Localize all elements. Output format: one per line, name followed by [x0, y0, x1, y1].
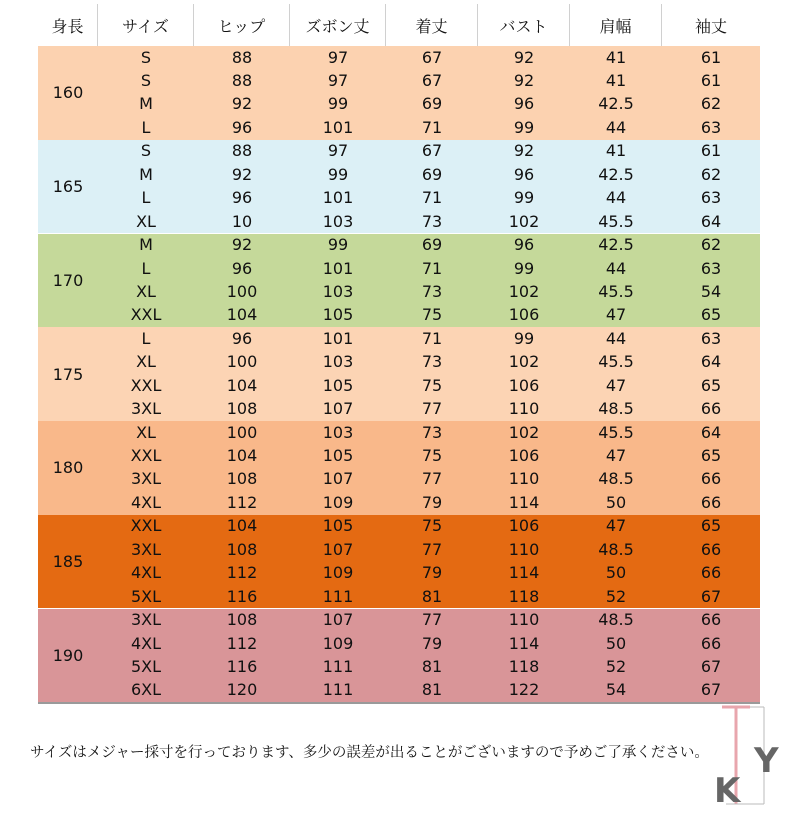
table-cell: 42.5 — [598, 94, 634, 114]
table-cell: 66 — [700, 563, 722, 583]
table-cell: 63 — [700, 117, 722, 137]
table-cell: 116 — [226, 586, 258, 606]
table-cell: 48.5 — [598, 539, 634, 559]
table-cell: 4XL — [130, 492, 162, 512]
height-group — [38, 609, 760, 703]
table-cell: 92 — [513, 71, 535, 91]
table-cell: XL — [136, 352, 156, 372]
table-cell: 5XL — [130, 586, 162, 606]
table-cell: 65 — [700, 375, 722, 395]
table-cell: 48.5 — [598, 469, 634, 489]
table-cell: 61 — [700, 141, 722, 161]
table-cell: 92 — [231, 235, 253, 255]
table-cell: 108 — [226, 469, 258, 489]
table-cell: 69 — [421, 94, 443, 114]
header-cell: 身長 — [38, 4, 98, 46]
table-cell: 62 — [700, 164, 722, 184]
table-cell: 67 — [700, 586, 722, 606]
table-cell: 3XL — [130, 469, 162, 489]
table-cell: 88 — [231, 141, 253, 161]
height-cell: 170 — [52, 270, 84, 290]
table-cell: XXL — [130, 375, 162, 395]
table-row — [98, 609, 760, 632]
table-cell: 122 — [508, 680, 540, 700]
table-cell: M — [139, 94, 153, 114]
table-cell: 110 — [508, 469, 540, 489]
table-row — [98, 585, 760, 608]
header-cell: 肩幅 — [570, 4, 662, 46]
table-row — [98, 491, 760, 514]
table-cell: 104 — [226, 516, 258, 536]
header-cell: ヒップ — [194, 4, 290, 46]
table-cell: 71 — [421, 188, 443, 208]
table-cell: 73 — [421, 211, 443, 231]
table-cell: 71 — [421, 328, 443, 348]
height-cell: 175 — [52, 364, 84, 384]
table-cell: 4XL — [130, 563, 162, 583]
table-cell: 65 — [700, 305, 722, 325]
table-cell: 52 — [605, 656, 627, 676]
table-cell: 63 — [700, 188, 722, 208]
height-group — [38, 515, 760, 609]
table-cell: 62 — [700, 235, 722, 255]
table-cell: 64 — [700, 211, 722, 231]
table-cell: 101 — [322, 258, 354, 278]
table-cell: 96 — [513, 164, 535, 184]
table-cell: 97 — [327, 71, 349, 91]
table-cell: 52 — [605, 586, 627, 606]
table-cell: 50 — [605, 492, 627, 512]
table-cell: 66 — [700, 469, 722, 489]
table-cell: 99 — [513, 328, 535, 348]
table-cell: 62 — [700, 94, 722, 114]
table-cell: 114 — [508, 633, 540, 653]
table-cell: 54 — [605, 680, 627, 700]
table-cell: 63 — [700, 258, 722, 278]
table-cell: 54 — [700, 281, 722, 301]
table-cell: 108 — [226, 539, 258, 559]
table-cell: 112 — [226, 563, 258, 583]
table-cell: 75 — [421, 446, 443, 466]
table-cell: 48.5 — [598, 610, 634, 630]
table-bottom-border — [38, 702, 760, 704]
table-cell: 114 — [508, 563, 540, 583]
table-cell: 65 — [700, 446, 722, 466]
table-cell: 81 — [421, 680, 443, 700]
table-cell: 45.5 — [598, 422, 634, 442]
table-cell: 102 — [508, 211, 540, 231]
table-cell: 112 — [226, 492, 258, 512]
table-cell: 6XL — [130, 680, 162, 700]
table-cell: 118 — [508, 586, 540, 606]
table-cell: L — [141, 117, 151, 137]
table-cell: L — [141, 258, 151, 278]
table-row — [98, 421, 760, 444]
table-cell: 96 — [231, 328, 253, 348]
table-cell: XXL — [130, 305, 162, 325]
table-cell: 110 — [508, 610, 540, 630]
table-cell: 44 — [605, 328, 627, 348]
table-cell: 97 — [327, 47, 349, 67]
table-cell: 114 — [508, 492, 540, 512]
table-cell: 112 — [226, 633, 258, 653]
table-row — [98, 351, 760, 374]
table-cell: 100 — [226, 422, 258, 442]
table-cell: 47 — [605, 375, 627, 395]
table-row — [98, 374, 760, 397]
table-cell: 79 — [421, 563, 443, 583]
table-cell: 108 — [226, 399, 258, 419]
table-cell: 81 — [421, 656, 443, 676]
table-header — [38, 4, 760, 46]
table-cell: XL — [136, 422, 156, 442]
table-cell: 64 — [700, 352, 722, 372]
table-cell: 101 — [322, 188, 354, 208]
table-cell: 10 — [231, 211, 253, 231]
table-cell: 105 — [322, 375, 354, 395]
table-cell: S — [140, 47, 152, 67]
table-cell: 99 — [513, 188, 535, 208]
table-cell: 103 — [322, 352, 354, 372]
height-cell: 165 — [52, 177, 84, 197]
table-cell: 67 — [421, 71, 443, 91]
table-cell: 103 — [322, 281, 354, 301]
table-body — [38, 46, 760, 702]
table-cell: 96 — [513, 235, 535, 255]
table-cell: 47 — [605, 305, 627, 325]
table-cell: L — [141, 328, 151, 348]
table-row — [98, 280, 760, 303]
table-cell: 44 — [605, 258, 627, 278]
table-cell: 71 — [421, 258, 443, 278]
table-cell: 106 — [508, 305, 540, 325]
table-cell: 44 — [605, 117, 627, 137]
table-row — [98, 655, 760, 678]
table-cell: 66 — [700, 539, 722, 559]
table-cell: 61 — [700, 71, 722, 91]
table-row — [98, 468, 760, 491]
table-row — [98, 304, 760, 327]
table-cell: 99 — [327, 94, 349, 114]
logo-mark — [712, 704, 790, 808]
table-cell: 41 — [605, 47, 627, 67]
table-cell: 64 — [700, 422, 722, 442]
table-cell: 47 — [605, 446, 627, 466]
table-row — [98, 116, 760, 139]
table-cell: 106 — [508, 446, 540, 466]
table-row — [98, 46, 760, 69]
table-cell: 96 — [231, 188, 253, 208]
table-row — [98, 69, 760, 92]
table-cell: 88 — [231, 71, 253, 91]
table-cell: 118 — [508, 656, 540, 676]
table-cell: 4XL — [130, 633, 162, 653]
table-cell: XXL — [130, 446, 162, 466]
table-cell: 120 — [226, 680, 258, 700]
table-cell: 77 — [421, 610, 443, 630]
table-cell: 92 — [231, 94, 253, 114]
table-cell: S — [140, 141, 152, 161]
table-cell: 107 — [322, 610, 354, 630]
header-cell: 着丈 — [386, 4, 478, 46]
table-cell: 77 — [421, 539, 443, 559]
table-cell: 96 — [231, 117, 253, 137]
table-cell: 79 — [421, 492, 443, 512]
table-cell: 111 — [322, 680, 354, 700]
table-cell: 77 — [421, 469, 443, 489]
table-cell: 79 — [421, 633, 443, 653]
header-cell: バスト — [478, 4, 570, 46]
table-cell: 66 — [700, 399, 722, 419]
table-cell: 99 — [327, 164, 349, 184]
table-cell: M — [139, 164, 153, 184]
table-cell: 101 — [322, 117, 354, 137]
table-cell: 97 — [327, 141, 349, 161]
height-group — [38, 140, 760, 234]
table-cell: 67 — [700, 656, 722, 676]
measurement-note: サイズはメジャー採寸を行っております、多少の誤差が出ることがございますので予めご了承ください。 — [30, 745, 709, 761]
table-cell: 66 — [700, 633, 722, 653]
table-cell: 104 — [226, 446, 258, 466]
table-cell: 107 — [322, 539, 354, 559]
table-cell: 107 — [322, 469, 354, 489]
table-cell: 102 — [508, 281, 540, 301]
table-cell: 48.5 — [598, 399, 634, 419]
size-chart-table — [38, 4, 760, 704]
svg-text:K: K — [714, 771, 741, 808]
table-cell: 111 — [322, 586, 354, 606]
table-row — [98, 327, 760, 350]
ky-logo — [712, 704, 790, 808]
table-row — [98, 397, 760, 420]
table-cell: 88 — [231, 47, 253, 67]
table-row — [98, 234, 760, 257]
table-cell: 67 — [700, 680, 722, 700]
table-cell: 103 — [322, 211, 354, 231]
table-cell: 100 — [226, 352, 258, 372]
table-cell: 96 — [513, 94, 535, 114]
table-cell: 71 — [421, 117, 443, 137]
table-cell: 96 — [231, 258, 253, 278]
header-cell: 袖丈 — [694, 16, 727, 36]
table-cell: 110 — [508, 539, 540, 559]
table-cell: S — [140, 71, 152, 91]
header-cell: サイズ — [98, 4, 194, 46]
table-cell: 73 — [421, 281, 443, 301]
table-cell: 106 — [508, 375, 540, 395]
table-cell: 66 — [700, 610, 722, 630]
table-cell: XL — [136, 281, 156, 301]
table-cell: 42.5 — [598, 235, 634, 255]
table-cell: 92 — [513, 141, 535, 161]
table-cell: 109 — [322, 633, 354, 653]
table-cell: 107 — [322, 399, 354, 419]
table-cell: 75 — [421, 305, 443, 325]
table-cell: 73 — [421, 352, 443, 372]
table-cell: 5XL — [130, 656, 162, 676]
height-cell: 185 — [52, 552, 84, 572]
table-cell: 47 — [605, 516, 627, 536]
table-cell: 3XL — [130, 610, 162, 630]
table-cell: 45.5 — [598, 211, 634, 231]
table-cell: 63 — [700, 328, 722, 348]
table-cell: 69 — [421, 235, 443, 255]
height-cell: 180 — [52, 458, 84, 478]
table-cell: 102 — [508, 352, 540, 372]
height-group — [38, 46, 760, 140]
table-row — [98, 515, 760, 538]
table-cell: 41 — [605, 141, 627, 161]
table-cell: 103 — [322, 422, 354, 442]
table-cell: 41 — [605, 71, 627, 91]
table-row — [98, 562, 760, 585]
table-cell: 104 — [226, 305, 258, 325]
table-cell: 69 — [421, 164, 443, 184]
table-cell: 108 — [226, 610, 258, 630]
table-cell: 110 — [508, 399, 540, 419]
table-row — [98, 140, 760, 163]
table-row — [98, 538, 760, 561]
table-cell: 45.5 — [598, 352, 634, 372]
table-cell: 3XL — [130, 539, 162, 559]
table-cell: 3XL — [130, 399, 162, 419]
table-cell: 75 — [421, 375, 443, 395]
table-cell: 61 — [700, 47, 722, 67]
table-cell: 75 — [421, 516, 443, 536]
table-cell: 99 — [327, 235, 349, 255]
height-group — [38, 234, 760, 328]
table-cell: L — [141, 188, 151, 208]
table-cell: 106 — [508, 516, 540, 536]
table-cell: XL — [136, 211, 156, 231]
table-cell: 99 — [513, 117, 535, 137]
table-cell: 99 — [513, 258, 535, 278]
table-cell: 109 — [322, 563, 354, 583]
svg-text:Y: Y — [754, 741, 779, 781]
table-cell: 104 — [226, 375, 258, 395]
table-cell: 67 — [421, 47, 443, 67]
table-cell: 66 — [700, 492, 722, 512]
table-cell: 92 — [513, 47, 535, 67]
table-cell: 42.5 — [598, 164, 634, 184]
height-cell: 160 — [52, 83, 84, 103]
table-row — [98, 632, 760, 655]
table-cell: 105 — [322, 516, 354, 536]
table-cell: 102 — [508, 422, 540, 442]
table-cell: 92 — [231, 164, 253, 184]
table-cell: 100 — [226, 281, 258, 301]
table-row — [98, 444, 760, 467]
table-cell: 73 — [421, 422, 443, 442]
table-row — [98, 679, 760, 702]
table-cell: 67 — [421, 141, 443, 161]
height-group — [38, 421, 760, 515]
table-cell: 77 — [421, 399, 443, 419]
table-cell: 101 — [322, 328, 354, 348]
table-cell: XXL — [130, 516, 162, 536]
table-cell: 65 — [700, 516, 722, 536]
table-cell: 50 — [605, 563, 627, 583]
height-group — [38, 327, 760, 421]
table-cell: 109 — [322, 492, 354, 512]
table-cell: M — [139, 235, 153, 255]
table-row — [98, 93, 760, 116]
height-cell: 190 — [52, 645, 84, 665]
table-cell: 111 — [322, 656, 354, 676]
table-cell: 81 — [421, 586, 443, 606]
table-cell: 116 — [226, 656, 258, 676]
table-row — [98, 163, 760, 186]
table-cell: 44 — [605, 188, 627, 208]
table-cell: 50 — [605, 633, 627, 653]
table-row — [98, 210, 760, 233]
table-cell: 45.5 — [598, 281, 634, 301]
table-row — [98, 187, 760, 210]
table-cell: 105 — [322, 446, 354, 466]
header-cell: ズボン丈 — [290, 4, 386, 46]
table-cell: 105 — [322, 305, 354, 325]
table-row — [98, 257, 760, 280]
